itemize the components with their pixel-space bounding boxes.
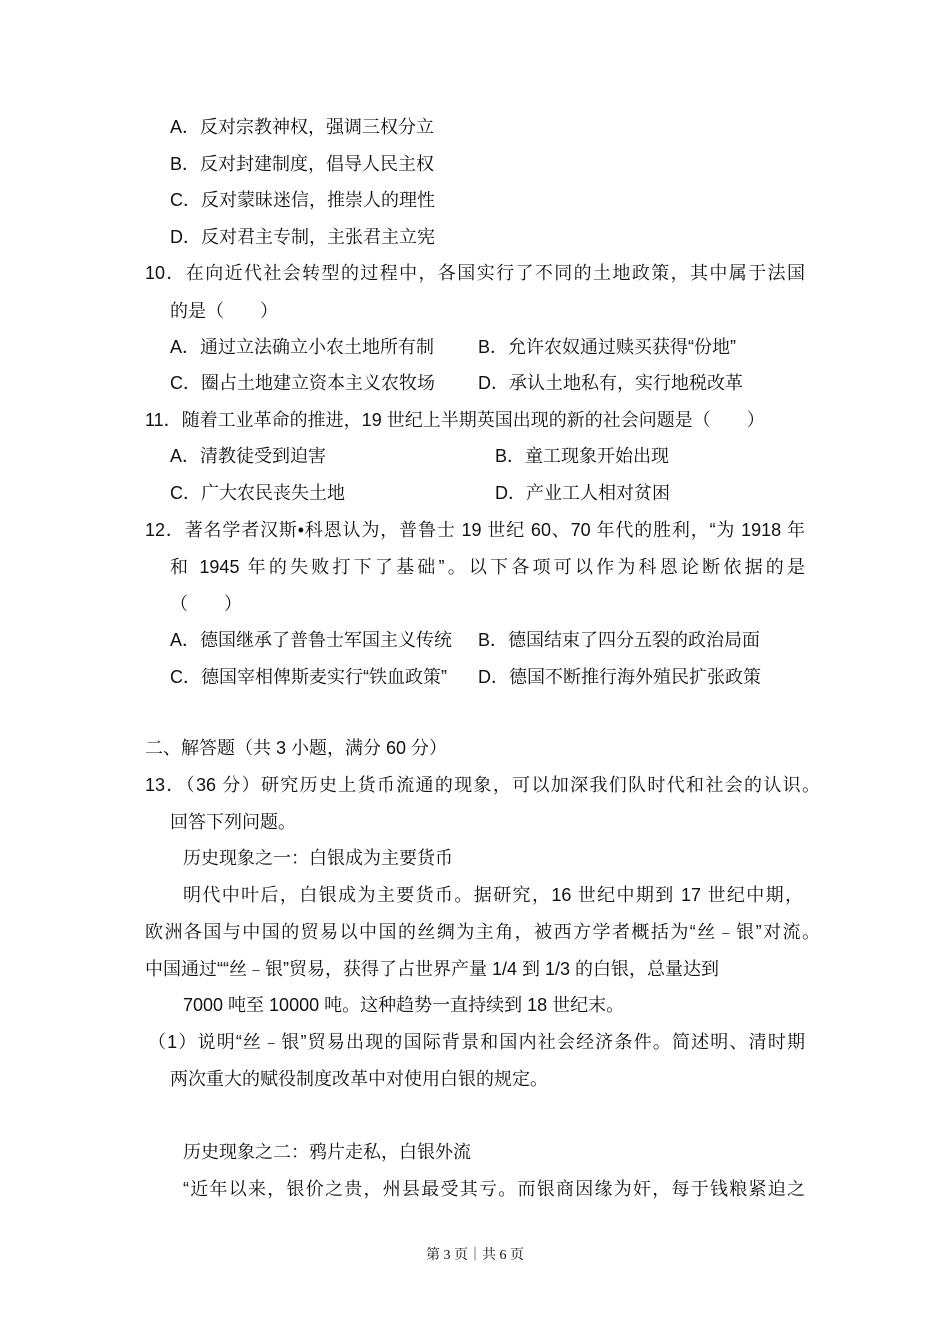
- q10-stem-cont: 的是（ ）: [170, 301, 278, 321]
- q9-option-d: D．反对君主专制，主张君主立宪: [170, 227, 435, 247]
- q10-option-d: D．承认土地私有，实行地税改革: [478, 373, 743, 393]
- q10-option-c: C．圈占土地建立资本主义农牧场: [170, 373, 435, 393]
- q12-option-c: C．德国宰相俾斯麦实行“铁血政策”: [170, 667, 447, 687]
- q9-option-c: C．反对蒙昧迷信，推崇人的理性: [170, 190, 435, 210]
- material-1-line: 7000 吨至 10000 吨。这种趋势一直持续到 18 世纪末。: [183, 995, 625, 1015]
- material-1-line: 明代中叶后，白银成为主要货币。据研究，16 世纪中期到 17 世纪中期，: [183, 885, 803, 905]
- q12-option-d: D．德国不断推行海外殖民扩张政策: [478, 667, 761, 687]
- q12-option-b: B．德国结束了四分五裂的政治局面: [478, 630, 761, 650]
- sub-question-1: （1）说明“丝﹣银”贸易出现的国际背景和国内社会经济条件。简述明、清时期: [148, 1032, 805, 1052]
- section-heading: 二、解答题（共 3 小题，满分 60 分）: [145, 738, 448, 758]
- q12-option-a: A．德国继承了普鲁士军国主义传统: [170, 630, 453, 650]
- q12-stem-cont: 和 1945 年的失败打下了基础”。以下各项可以作为科恩论断依据的是: [170, 557, 805, 577]
- material-1-line: 中国通过““丝﹣银”贸易，获得了占世界产量 1/4 到 1/3 的白银，总量达到: [145, 959, 720, 979]
- q12-answer-blank: （ ）: [170, 594, 242, 614]
- q10-option-a: A．通过立法确立小农土地所有制: [170, 337, 435, 357]
- q12-stem: 12．著名学者汉斯•科恩认为，普鲁士 19 世纪 60、70 年代的胜利，“为 1918 年: [145, 520, 805, 540]
- q11-option-d: D．产业工人相对贫困: [495, 483, 670, 503]
- q9-option-a: A．反对宗教神权，强调三权分立: [170, 117, 435, 137]
- q10-stem: 10．在向近代社会转型的过程中，各国实行了不同的土地政策，其中属于法国: [145, 263, 805, 283]
- q13-stem: 13．（36 分）研究历史上货币流通的现象，可以加深我们队时代和社会的认识。: [145, 775, 820, 795]
- q10-option-b: B．允许农奴通过赎买获得“份地”: [478, 337, 736, 357]
- page-footer: 第 3 页｜共 6 页: [426, 1248, 524, 1263]
- material-2-line: “近年以来，银价之贵，州县最受其亏。而银商因缘为奸，每于钱粮紧迫之: [183, 1179, 805, 1199]
- sub-question-1-cont: 两次重大的赋役制度改革中对使用白银的规定。: [170, 1069, 548, 1089]
- q13-stem-cont: 回答下列问题。: [170, 812, 296, 832]
- q11-option-b: B．童工现象开始出现: [495, 446, 670, 466]
- phenomenon-1-title: 历史现象之一：白银成为主要货币: [183, 848, 453, 868]
- q11-option-a: A．清教徒受到迫害: [170, 446, 327, 466]
- q11-stem: 11．随着工业革命的推进，19 世纪上半期英国出现的新的社会问题是（ ）: [145, 410, 765, 430]
- q9-option-b: B．反对封建制度，倡导人民主权: [170, 154, 435, 174]
- phenomenon-2-title: 历史现象之二：鸦片走私，白银外流: [183, 1142, 471, 1162]
- q11-option-c: C．广大农民丧失土地: [170, 483, 345, 503]
- material-1-line: 欧洲各国与中国的贸易以中国的丝绸为主角，被西方学者概括为“丝﹣银”对流。: [145, 922, 820, 942]
